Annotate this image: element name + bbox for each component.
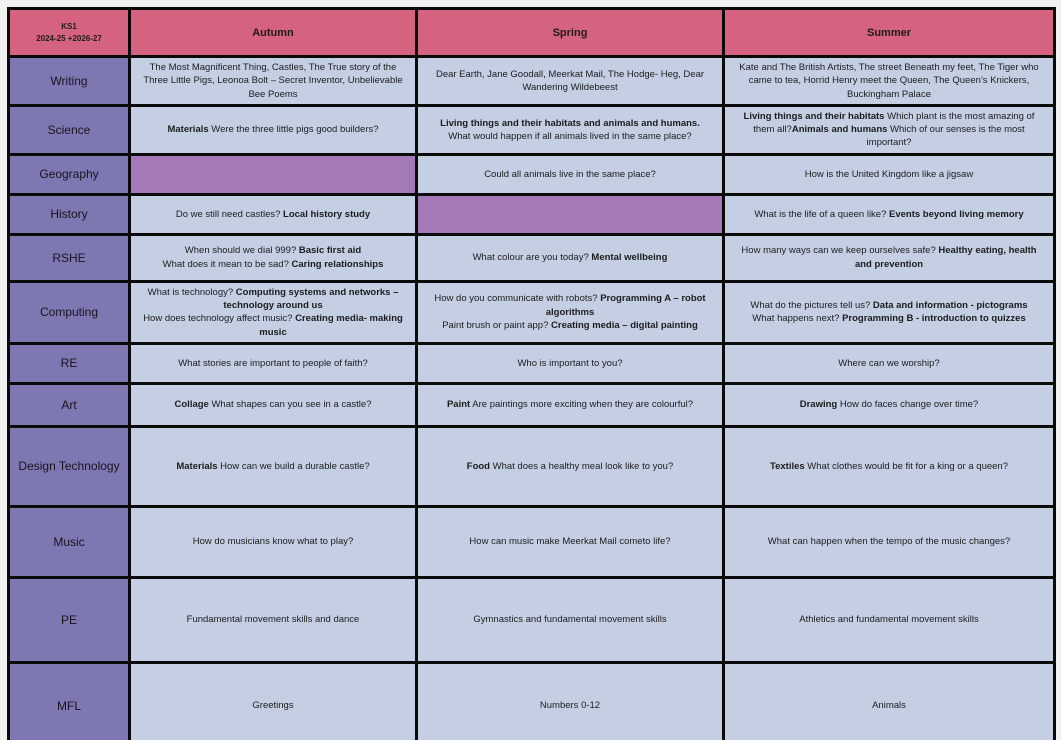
table-header: [9, 9, 1055, 57]
cell-rshe-summer: [724, 234, 1055, 281]
cell-text-line: Athletics and fundamental movement skills: [799, 614, 979, 626]
subject-label-design-technology: Design Technology: [9, 426, 130, 506]
cell-computing-spring: [417, 281, 724, 343]
cell-geography-autumn: [130, 154, 417, 194]
cell-text-line: Animals: [872, 700, 906, 712]
column-header-spring: Spring: [417, 9, 724, 57]
cell-writing-spring: [417, 57, 724, 106]
cell-text-line: Could all animals live in the same place?: [484, 168, 656, 180]
cell-text-line: Collage What shapes can you see in a castle?: [174, 399, 372, 411]
cell-text-line: Drawing How do faces change over time?: [799, 399, 979, 411]
cell-text-line: Paint Are paintings more exciting when they are colourful?: [446, 399, 694, 411]
subject-label-music: Music: [9, 506, 130, 577]
subject-label-geography: Geography: [9, 154, 130, 194]
table-row: [9, 234, 1055, 281]
cell-text-line: Greetings: [252, 700, 294, 712]
header-row: [9, 9, 1055, 57]
cell-rshe-autumn: [130, 234, 417, 281]
cell-re-autumn: [130, 343, 417, 383]
cell-writing-autumn: [130, 57, 417, 106]
cell-science-summer: [724, 105, 1055, 154]
subject-label-re: RE: [9, 343, 130, 383]
corner-line: KS1: [61, 21, 77, 31]
cell-history-spring: [417, 194, 724, 234]
cell-history-autumn: [130, 194, 417, 234]
cell-text-line: Living things and their habitats and animals and humans.: [440, 117, 700, 129]
cell-text-line: The Most Magnificent Thing, Castles, The True story of the Three Little Pigs, Leonoa Bolt – Secret Inventor, Unbelievable Bee Poems: [143, 62, 403, 100]
cell-text-line: Fundamental movement skills and dance: [186, 614, 360, 626]
cell-text-line: Dear Earth, Jane Goodall, Meerkat Mail, The Hodge- Heg, Dear Wandering Wildebeest: [435, 68, 705, 93]
table-row: [9, 426, 1055, 506]
cell-science-spring: [417, 105, 724, 154]
cell-text-line: What do the pictures tell us? Data and information - pictograms: [750, 300, 1028, 312]
cell-text-line: Paint brush or paint app? Creating media – digital painting: [442, 320, 698, 332]
subject-label-science: Science: [9, 105, 130, 154]
subject-label-computing: Computing: [9, 281, 130, 343]
subject-label-mfl: MFL: [9, 662, 130, 740]
cell-pe-autumn: [130, 577, 417, 662]
cell-text-line: Gymnastics and fundamental movement skills: [473, 614, 667, 626]
cell-text-line: What stories are important to people of faith?: [178, 357, 368, 369]
cell-art-autumn: [130, 383, 417, 426]
cell-mfl-spring: [417, 662, 724, 740]
cell-text-line: How does technology affect music? Creating media- making music: [143, 313, 403, 338]
cell-text-line: Who is important to you?: [517, 357, 623, 369]
cell-music-autumn: [130, 506, 417, 577]
cell-re-summer: [724, 343, 1055, 383]
cell-computing-summer: [724, 281, 1055, 343]
cell-text-line: What can happen when the tempo of the music changes?: [767, 536, 1011, 548]
cell-text-line: How can music make Meerkat Mail cometo life?: [469, 536, 671, 548]
cell-text-line: Living things and their habitats Which plant is the most amazing of them all?Animals and humans Which of our senses is the most important?: [743, 110, 1035, 149]
column-header-summer: Summer: [724, 9, 1055, 57]
cell-text-line: Textiles What clothes would be fit for a king or a queen?: [769, 460, 1008, 472]
table-row: [9, 577, 1055, 662]
cell-text-line: How do musicians know what to play?: [192, 536, 354, 548]
table-body: [9, 57, 1055, 740]
corner-cell: [9, 9, 130, 57]
cell-text-line: Where can we worship?: [838, 357, 940, 369]
cell-text-line: Materials Were the three little pigs good builders?: [167, 124, 379, 136]
cell-design-technology-summer: [724, 426, 1055, 506]
subject-label-pe: PE: [9, 577, 130, 662]
cell-geography-summer: [724, 154, 1055, 194]
cell-music-summer: [724, 506, 1055, 577]
cell-music-spring: [417, 506, 724, 577]
cell-history-summer: [724, 194, 1055, 234]
cell-mfl-summer: [724, 662, 1055, 740]
cell-pe-summer: [724, 577, 1055, 662]
cell-text-line: Do we still need castles? Local history study: [175, 208, 371, 220]
cell-text-line: What colour are you today? Mental wellbeing: [472, 252, 668, 264]
subject-label-writing: Writing: [9, 57, 130, 106]
cell-mfl-autumn: [130, 662, 417, 740]
table-row: [9, 57, 1055, 106]
cell-re-spring: [417, 343, 724, 383]
cell-text-line: When should we dial 999? Basic first aid: [184, 245, 362, 257]
cell-text-line: What is technology? Computing systems and networks – technology around us: [147, 286, 399, 312]
cell-design-technology-autumn: [130, 426, 417, 506]
cell-text-line: Numbers 0-12: [539, 700, 601, 712]
subject-label-history: History: [9, 194, 130, 234]
table-row: [9, 662, 1055, 740]
cell-text-line: What would happen if all animals lived in the same place?: [448, 130, 692, 142]
cell-geography-spring: [417, 154, 724, 194]
cell-rshe-spring: [417, 234, 724, 281]
table-row: [9, 506, 1055, 577]
cell-computing-autumn: [130, 281, 417, 343]
cell-science-autumn: [130, 105, 417, 154]
cell-text-line: Kate and The British Artists, The street Beneath my feet, The Tiger who came to tea, Horrid Henry meet the Queen, The Queen’s Knickers, Buckingham Palace: [739, 62, 1039, 100]
cell-text-line: What happens next? Programming B - introduction to quizzes: [752, 313, 1026, 325]
cell-art-summer: [724, 383, 1055, 426]
table-row: [9, 105, 1055, 154]
subject-label-rshe: RSHE: [9, 234, 130, 281]
cell-text-line: How many ways can we keep ourselves safe? Healthy eating, health and prevention: [741, 245, 1037, 270]
cell-text-line: What does it mean to be sad? Caring relationships: [162, 258, 384, 270]
curriculum-table: [7, 7, 1056, 740]
column-header-autumn: Autumn: [130, 9, 417, 57]
cell-text-line: What is the life of a queen like? Events beyond living memory: [754, 208, 1024, 220]
cell-text-line: How do you communicate with robots? Programming A – robot algorithms: [434, 293, 706, 318]
table-row: [9, 194, 1055, 234]
cell-text-line: How is the United Kingdom like a jigsaw: [804, 168, 974, 180]
cell-writing-summer: [724, 57, 1055, 106]
table-row: [9, 383, 1055, 426]
table-row: [9, 154, 1055, 194]
cell-art-spring: [417, 383, 724, 426]
cell-text-line: Food What does a healthy meal look like to you?: [466, 460, 674, 472]
cell-pe-spring: [417, 577, 724, 662]
table-row: [9, 281, 1055, 343]
cell-design-technology-spring: [417, 426, 724, 506]
cell-text-line: Materials How can we build a durable castle?: [176, 460, 370, 472]
corner-line: 2024-25 +2026-27: [36, 33, 102, 43]
table-row: [9, 343, 1055, 383]
subject-label-art: Art: [9, 383, 130, 426]
